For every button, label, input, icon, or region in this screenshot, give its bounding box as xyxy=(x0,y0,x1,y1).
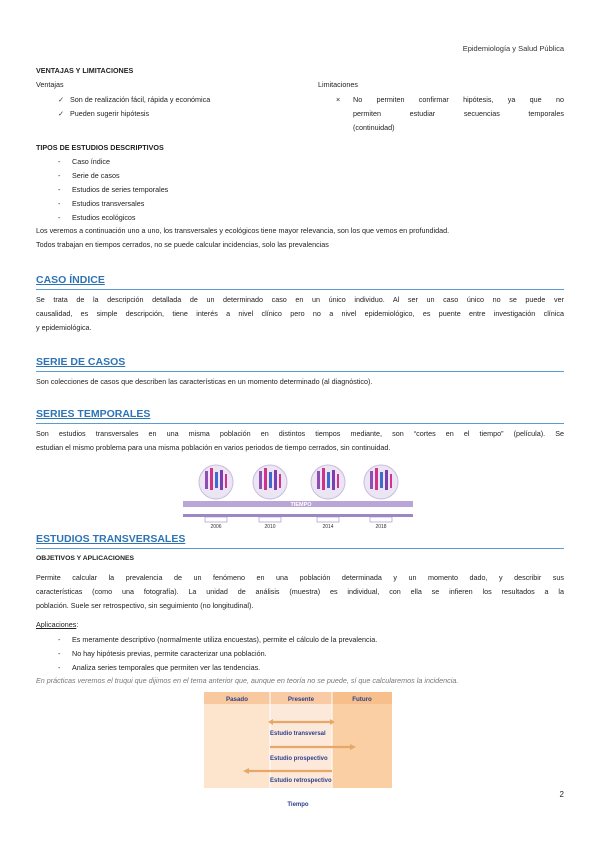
transversales-line-2: características (como una fotografía). La unidad de análisis (muestra) es individual, con ella se infieren los resultados a la xyxy=(36,587,564,596)
row-label: Estudio transversal xyxy=(270,731,326,737)
serie-casos-text: Son colecciones de casos que describen las características en un momento determinado (al diagnóstico). xyxy=(36,377,373,386)
tipo-text: Estudios ecológicos xyxy=(72,213,136,222)
tipo-item xyxy=(36,169,120,182)
caso-indice-line-3: y epidemiológica. xyxy=(36,323,92,332)
year-bar xyxy=(183,514,413,517)
aplicacion-text: Analiza series temporales que permiten ver las tendencias. xyxy=(72,663,261,672)
series-temporales-line-2: estudian el mismo problema para una misma población en varios periodos de tiempo cerrados, sin continuidad. xyxy=(36,443,391,452)
year-label: 2006 xyxy=(210,524,222,530)
snapshot-2 xyxy=(253,465,287,499)
ventaja-text: Son de realización fácil, rápida y económica xyxy=(70,95,211,104)
ventajas-title: VENTAJAS Y LIMITACIONES xyxy=(36,66,134,75)
col-label: Futuro xyxy=(352,696,372,703)
estudios-diagram xyxy=(204,692,392,812)
transversales-sub: OBJETIVOS Y APLICACIONES xyxy=(36,555,135,562)
page-number: 2 xyxy=(559,790,564,799)
transversales-line-3: población. Suele ser retrospectivo, sin seguimiento (no longitudinal). xyxy=(36,601,254,610)
caso-indice-line-1: Se trata de la descripción detallada de un determinado caso en un único individuo. Al ser un caso único no se puede ver xyxy=(36,295,564,304)
timeline-label: TIEMPO xyxy=(290,502,312,508)
col-pasado xyxy=(204,692,270,788)
ventaja-text: Pueden sugerir hipótesis xyxy=(70,109,150,118)
transversales-heading: ESTUDIOS TRANSVERSALES xyxy=(36,533,186,545)
tipo-text: Serie de casos xyxy=(72,171,120,180)
snapshot-3 xyxy=(311,465,345,499)
aplicacion-item xyxy=(36,661,260,674)
serie-casos-heading: SERIE DE CASOS xyxy=(36,356,126,368)
dash: - xyxy=(58,199,61,208)
dash: - xyxy=(58,171,61,180)
year-label: 2018 xyxy=(375,524,387,530)
aplicacion-text: Es meramente descriptivo (normalmente utiliza encuestas), permite el cálculo de la prevalencia. xyxy=(72,635,378,644)
col-futuro xyxy=(332,692,392,788)
dash: - xyxy=(58,649,61,658)
aplicaciones-label xyxy=(36,618,78,632)
tipos-title: TIPOS DE ESTUDIOS DESCRIPTIVOS xyxy=(36,143,164,152)
series-temporales-line-1: Son estudios transversales en una misma población en distintos tiempos mediante, son “cortes en el tiempo” (película). Se xyxy=(36,429,564,438)
series-temporales-figure xyxy=(183,462,413,532)
col-presente xyxy=(270,692,332,788)
ventajas-label: Ventajas xyxy=(36,80,64,89)
tipos-note-1: Los veremos a continuación uno a uno, los transversales y ecológicos tiene mayor relevancia, son los que vemos en profundidad. xyxy=(36,226,450,235)
dash: - xyxy=(58,213,61,222)
heading-rule xyxy=(36,289,564,290)
limitacion-line-2: permiten estudiar secuencias temporales xyxy=(353,109,564,118)
col-label: Pasado xyxy=(225,696,249,703)
tipo-item xyxy=(36,183,168,196)
tipo-item xyxy=(36,211,136,224)
limitacion-line-1: No permiten confirmar hipótesis, ya que no xyxy=(353,95,564,104)
ventaja-item-2 xyxy=(58,107,149,121)
aplicacion-item xyxy=(36,647,267,660)
aplicaciones-label-text: Aplicaciones xyxy=(36,620,77,629)
row-label: Estudio retrospectivo xyxy=(270,778,332,784)
tipo-text: Estudios de series temporales xyxy=(72,185,169,194)
heading-rule xyxy=(36,423,564,424)
dash: - xyxy=(58,635,61,644)
dash: - xyxy=(58,157,61,166)
cross-icon: × xyxy=(336,95,341,104)
aplicacion-text: No hay hipótesis previas, permite caracterizar una población. xyxy=(72,649,267,658)
check-icon: ✓ xyxy=(58,109,65,118)
snapshot-1 xyxy=(199,465,233,499)
col-label: Presente xyxy=(287,696,315,703)
tipo-item xyxy=(36,155,110,168)
dash: - xyxy=(58,663,61,672)
year-label: 2010 xyxy=(264,524,276,530)
heading-rule xyxy=(36,371,564,372)
row-label: Estudio prospectivo xyxy=(270,756,328,762)
tipo-item xyxy=(36,197,144,210)
caso-indice-heading: CASO ÍNDICE xyxy=(36,274,105,286)
running-header: Epidemiología y Salud Pública xyxy=(462,44,564,53)
axis-label: Tiempo xyxy=(287,802,309,808)
dash: - xyxy=(58,185,61,194)
aplicacion-item xyxy=(36,633,377,646)
series-temporales-heading: SERIES TEMPORALES xyxy=(36,408,151,420)
aplicaciones-colon: : xyxy=(76,620,79,629)
transversales-line-1: Permite calcular la prevalencia de un fenómeno en una población determinada y un momento dado, y describir sus xyxy=(36,573,564,582)
limitaciones-label: Limitaciones xyxy=(318,80,358,89)
tipo-text: Estudios transversales xyxy=(72,199,145,208)
ventaja-item-1 xyxy=(58,93,210,107)
year-label: 2014 xyxy=(322,524,334,530)
practicas-note: En prácticas veremos el truqui que dijimos en el tema anterior que, aunque en teoría no se puede, sí que calcularemos la incidencia. xyxy=(36,676,459,685)
check-icon: ✓ xyxy=(58,95,65,104)
caso-indice-line-2: causalidad, es simple descripción, tiene interés a nivel clínico pero no a nivel epidemiológico, es puente entre investigación clínica xyxy=(36,309,564,318)
snapshot-4 xyxy=(364,465,398,499)
tipo-text: Caso índice xyxy=(72,157,110,166)
heading-rule xyxy=(36,548,564,549)
limitacion-line-3: (continuidad) xyxy=(353,123,395,132)
tipos-note-2: Todos trabajan en tiempos cerrados, no se puede calcular incidencias, solo las prevalencias xyxy=(36,240,329,249)
